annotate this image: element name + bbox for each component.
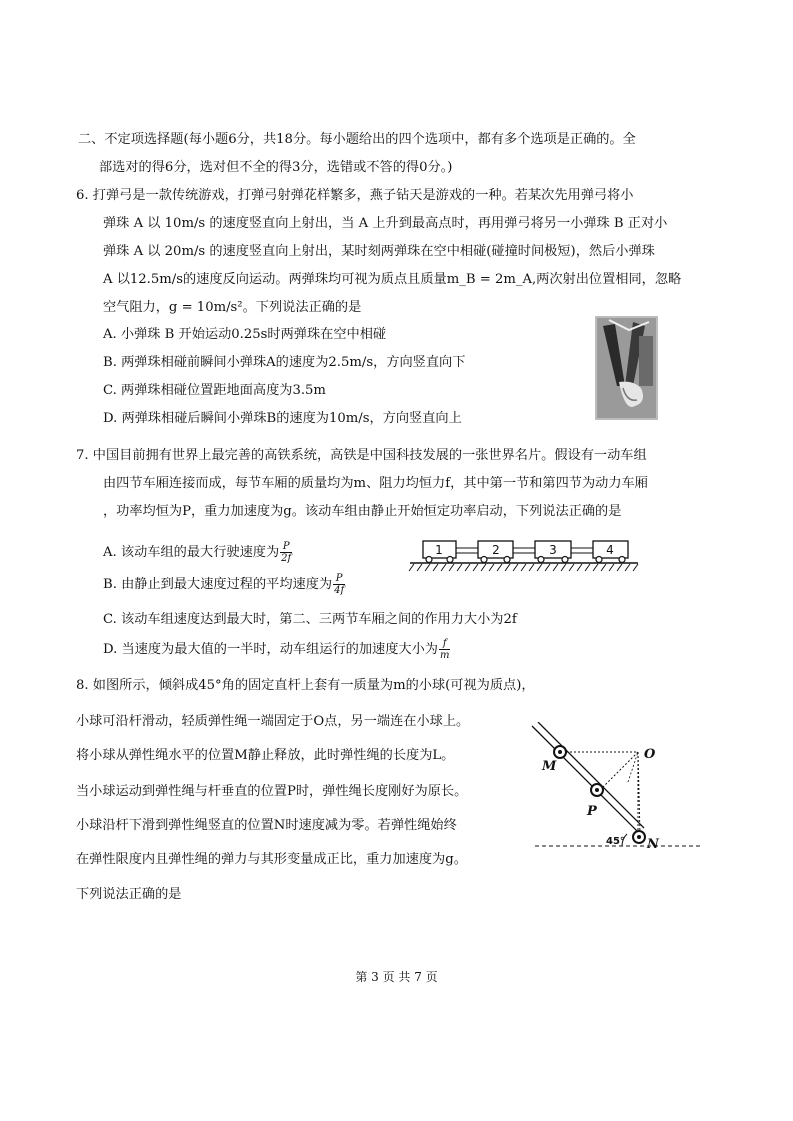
fraction-numerator: P [280, 541, 292, 553]
q6-line-1: 6. 打弹弓是一款传统游戏，打弹弓射弹花样繁多，燕子钻天是游戏的一种。若某次先用弹弓将小 [76, 188, 634, 203]
label-n: N [647, 837, 659, 852]
q8-line-7: 下列说法正确的是 [76, 887, 182, 902]
q8-line-3: 将小球从弹性绳水平的位置M静止释放，此时弹性绳的长度为L。 [76, 748, 455, 763]
fraction-denominator: m [439, 650, 450, 661]
q7-option-b-text: B. 由静止到最大速度过程的平均速度为 [103, 577, 333, 592]
q6-line-3: 弹珠 A 以 20m/s 的速度竖直向上射出，某时刻两弹珠在空中相碰(碰撞时间极短)，然后小弹珠 [103, 244, 655, 259]
q7-option-d [103, 638, 451, 661]
label-o: O [644, 747, 656, 762]
q6-option-c: C. 两弹珠相碰位置距地面高度为3.5m [103, 383, 326, 398]
page-footer: 第 3 页 共 7 页 [355, 970, 438, 984]
train-diagram [408, 536, 640, 572]
q7-option-c: C. 该动车组速度达到最大时，第二、三两节车厢之间的作用力大小为2f [103, 612, 517, 627]
train-car-label-3: 3 [549, 543, 557, 557]
q6-option-b: B. 两弹珠相碰前瞬间小弹珠A的速度为2.5m/s，方向竖直向下 [103, 355, 466, 370]
q7-option-a-fraction [280, 541, 292, 564]
q7-option-d-text: D. 当速度为最大值的一半时，动车组运行的加速度大小为 [103, 642, 438, 657]
q6-line-5: 空气阻力，g = 10m/s²。下列说法正确的是 [103, 300, 362, 315]
section-header-line-2: 部选对的得6分，选对但不全的得3分，选错或不答的得0分。) [99, 160, 453, 175]
q8-line-6: 在弹性限度内且弹性绳的弹力与其形变量成正比，重力加速度为g。 [76, 852, 467, 867]
q8-line-5: 小球沿杆下滑到弹性绳竖直的位置N时速度减为零。若弹性绳始终 [76, 818, 457, 833]
fraction-denominator: 4f [334, 585, 345, 596]
q7-line-3: ，功率均恒为P，重力加速度为g。该动车组由静止开始恒定功率启动，下列说法正确的是 [103, 504, 622, 519]
q6-option-d: D. 两弹珠相碰后瞬间小弹珠B的速度为10m/s，方向竖直向上 [103, 411, 462, 426]
q7-option-a-text: A. 该动车组的最大行驶速度为 [103, 545, 280, 560]
q6-line-4: A 以12.5m/s的速度反向运动。两弹珠均可视为质点且质量m_B = 2m_A,两次射出位置相同，忽略 [103, 272, 682, 287]
fraction-numerator: f [439, 638, 450, 650]
q8-line-4: 当小球运动到弹性绳与杆垂直的位置P时，弹性绳长度刚好为原长。 [76, 784, 468, 799]
fraction-denominator: 2f [281, 553, 292, 564]
fraction-numerator: P [333, 573, 345, 585]
q7-line-2: 由四节车厢连接而成，每节车厢的质量均为m、阻力均恒力f，其中第一节和第四节为动力车厢 [103, 476, 648, 491]
slingshot-photo [595, 316, 658, 420]
section-header-line-1: 二、不定项选择题(每小题6分，共18分。每小题给出的四个选项中，都有多个选项是正确的。全 [78, 132, 636, 147]
q7-option-b [103, 573, 346, 596]
q7-option-d-fraction [439, 638, 450, 661]
train-car-label-4: 4 [606, 543, 614, 557]
q8-line-1: 8. 如图所示，倾斜成45°角的固定直杆上套有一质量为m的小球(可视为质点)， [76, 678, 535, 693]
label-angle: 45° [606, 836, 625, 847]
q7-option-a [103, 541, 293, 564]
label-m: M [542, 759, 557, 774]
q7-line-1: 7. 中国目前拥有世界上最完善的高铁系统，高铁是中国科技发展的一张世界名片。假设有一动车组 [76, 448, 647, 463]
q6-option-a: A. 小弹珠 B 开始运动0.25s时两弹珠在空中相碰 [103, 327, 387, 342]
train-car-label-1: 1 [435, 543, 443, 557]
q6-line-2: 弹珠 A 以 10m/s 的速度竖直向上射出，当 A 上升到最高点时，再用弹弓将另一小弹珠 B 正对小 [103, 216, 668, 231]
train-car-label-2: 2 [492, 543, 500, 557]
label-p: P [587, 804, 597, 819]
rod-diagram [530, 722, 710, 852]
q8-line-2: 小球可沿杆滑动，轻质弹性绳一端固定于O点，另一端连在小球上。 [76, 714, 470, 729]
q7-option-b-fraction [333, 573, 345, 596]
